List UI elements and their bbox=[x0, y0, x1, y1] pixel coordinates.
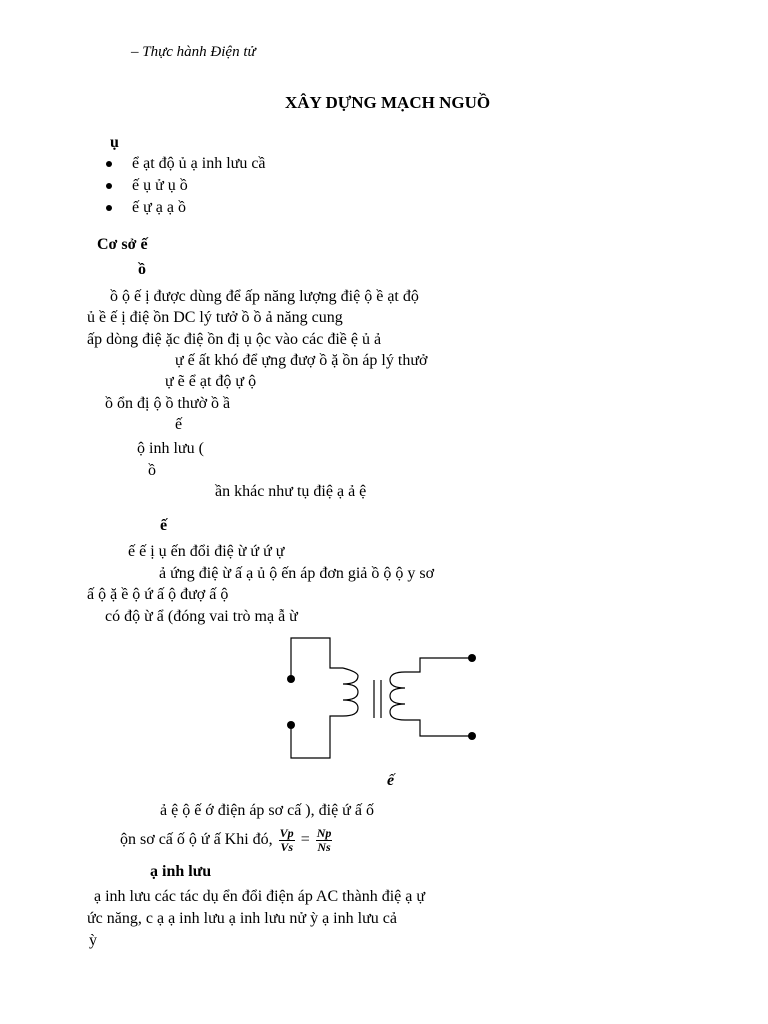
page-title: XÂY DỰNG MẠCH NGUỒ bbox=[285, 93, 491, 112]
paragraph-line: ự ẽ ể ạt độ ự ộ bbox=[165, 373, 257, 390]
paragraph-line: ồ ổn đị ộ ồ thườ ồ ầ bbox=[105, 395, 231, 412]
terminal-icon bbox=[287, 675, 295, 683]
paragraph-line: ồ ộ ế ị được dùng để ấp năng lượng điệ ộ ề ạt độ bbox=[110, 288, 419, 305]
paragraph-line: ần khác như tụ điệ ạ ả ệ bbox=[215, 483, 367, 500]
section-objectives-heading: ụ bbox=[110, 134, 119, 151]
primary-coil bbox=[343, 668, 358, 716]
primary-bottom-wire bbox=[291, 716, 343, 758]
terminal-icon bbox=[468, 654, 476, 662]
bullet-text: ể ạt độ ủ ạ inh lưu cầ bbox=[132, 155, 266, 172]
paragraph-line: ủ ề ế ị điệ ồn DC lý tưở ồ ồ ả năng cung bbox=[87, 309, 343, 326]
fraction-denominator: Ns bbox=[317, 840, 331, 854]
secondary-bottom-wire bbox=[405, 720, 472, 736]
fraction-denominator: Vs bbox=[280, 840, 294, 854]
secondary-top-wire bbox=[405, 658, 472, 672]
subsection-rectifier-heading: ạ inh lưu bbox=[150, 863, 212, 880]
subsection-power-source-heading: ồ bbox=[138, 261, 146, 278]
bullet-icon bbox=[106, 161, 112, 167]
terminal-icon bbox=[468, 732, 476, 740]
paragraph-line: có độ ừ ẩ (đóng vai trò mạ ẫ ừ bbox=[105, 608, 298, 625]
bullet-item bbox=[106, 177, 188, 195]
subsection-transformer-heading: ế bbox=[160, 517, 168, 534]
voltage-ratio-fraction bbox=[279, 827, 295, 854]
paragraph-line: ế ế ị ụ ến đổi điệ ừ ứ ứ ự bbox=[128, 543, 285, 560]
secondary-coil bbox=[390, 672, 405, 720]
paragraph-line: ấ ộ ặ ề ộ ứ ấ ộ đượ ấ ộ bbox=[87, 586, 229, 603]
paragraph-line: ả ứng điệ ừ ấ ạ ủ ộ ến áp đơn giả ồ ộ ộ y sơ bbox=[159, 565, 435, 582]
bullet-text: ế ụ ử ụ ồ bbox=[132, 177, 188, 194]
section-theory-heading: Cơ sở ế bbox=[97, 236, 148, 253]
transformer-diagram bbox=[265, 630, 495, 770]
paragraph-line: ức năng, c ạ ạ inh lưu ạ inh lưu nử ỳ ạ inh lưu cả bbox=[87, 910, 397, 927]
paragraph-text: ộn sơ cấ ố ộ ứ ấ Khi đó, bbox=[120, 831, 273, 849]
paragraph-line: ả ệ ộ ế ớ điện áp sơ cấ ), điệ ứ ấ ố bbox=[160, 802, 374, 819]
paragraph-line: ộ inh lưu ( bbox=[137, 440, 204, 457]
fraction-numerator: Np bbox=[316, 826, 332, 840]
paragraph-line: ạ inh lưu các tác dụ ển đổi điện áp AC thành điệ ạ ự bbox=[94, 888, 426, 905]
paragraph-line: ế bbox=[175, 416, 183, 433]
paragraph-line: ồ bbox=[148, 462, 156, 479]
primary-top-wire bbox=[291, 638, 343, 679]
bullet-item bbox=[106, 155, 266, 173]
bullet-icon bbox=[106, 205, 112, 211]
paragraph-line: ỳ bbox=[89, 932, 97, 949]
paragraph-line: ấp dòng điệ ặc điệ ồn đị ụ ộc vào các điề ệ ủ ả bbox=[87, 331, 382, 348]
terminal-icon bbox=[287, 721, 295, 729]
bullet-text: ế ự ạ ạ ồ bbox=[132, 199, 186, 216]
figure-caption: ế bbox=[387, 772, 395, 789]
equals-sign: = bbox=[300, 831, 310, 849]
bullet-icon bbox=[106, 183, 112, 189]
turns-ratio-fraction bbox=[316, 827, 333, 854]
bullet-item bbox=[106, 199, 186, 217]
page-header: – Thực hành Điện tử bbox=[131, 44, 256, 60]
paragraph-line: ự ế ất khó để ựng đượ ồ ặ ồn áp lý thưở bbox=[175, 352, 428, 369]
fraction-numerator: Vp bbox=[279, 826, 294, 840]
paragraph-line bbox=[120, 827, 334, 854]
